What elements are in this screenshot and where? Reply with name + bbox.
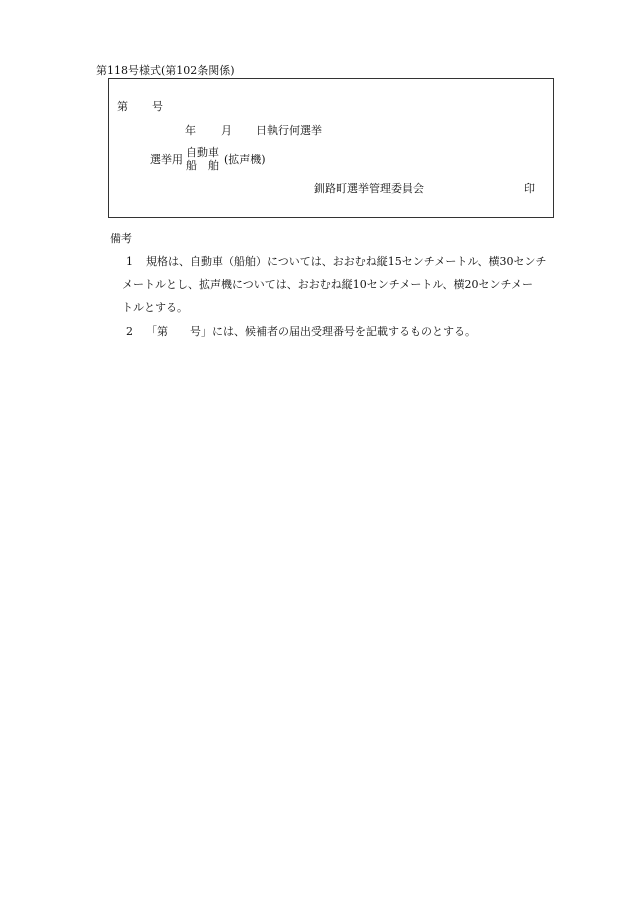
date-month: 月 [221,124,232,137]
note-number: 2 [126,325,133,338]
vehicle-option-car: 自動車 [186,146,219,159]
note-line: 「第 号」には、候補者の届出受理番号を記載するものとする。 [146,325,476,338]
seal-mark: 印 [524,182,535,195]
note-line: 規格は、自動車（船舶）については、おおむね縦15センチメートル、横30センチ [146,255,547,268]
speaker-label: (拡声機) [224,153,266,166]
number-prefix: 第 [117,100,128,113]
form-title: 第118号様式(第102条関係) [96,64,235,77]
label-frame [108,78,554,218]
note-line: メートルとし、拡声機については、おおむね縦10センチメートル、横20センチメー [122,278,534,291]
date-day-election: 日執行何選挙 [256,124,322,137]
date-year: 年 [185,124,196,137]
notes-heading: 備考 [110,232,132,245]
vehicle-option-ship: 船 舶 [186,159,219,172]
note-number: 1 [126,255,133,268]
usage-prefix: 選挙用 [150,153,183,166]
number-suffix: 号 [152,100,163,113]
committee-name: 釧路町選挙管理委員会 [314,182,424,195]
note-line: トルとする。 [122,301,188,314]
